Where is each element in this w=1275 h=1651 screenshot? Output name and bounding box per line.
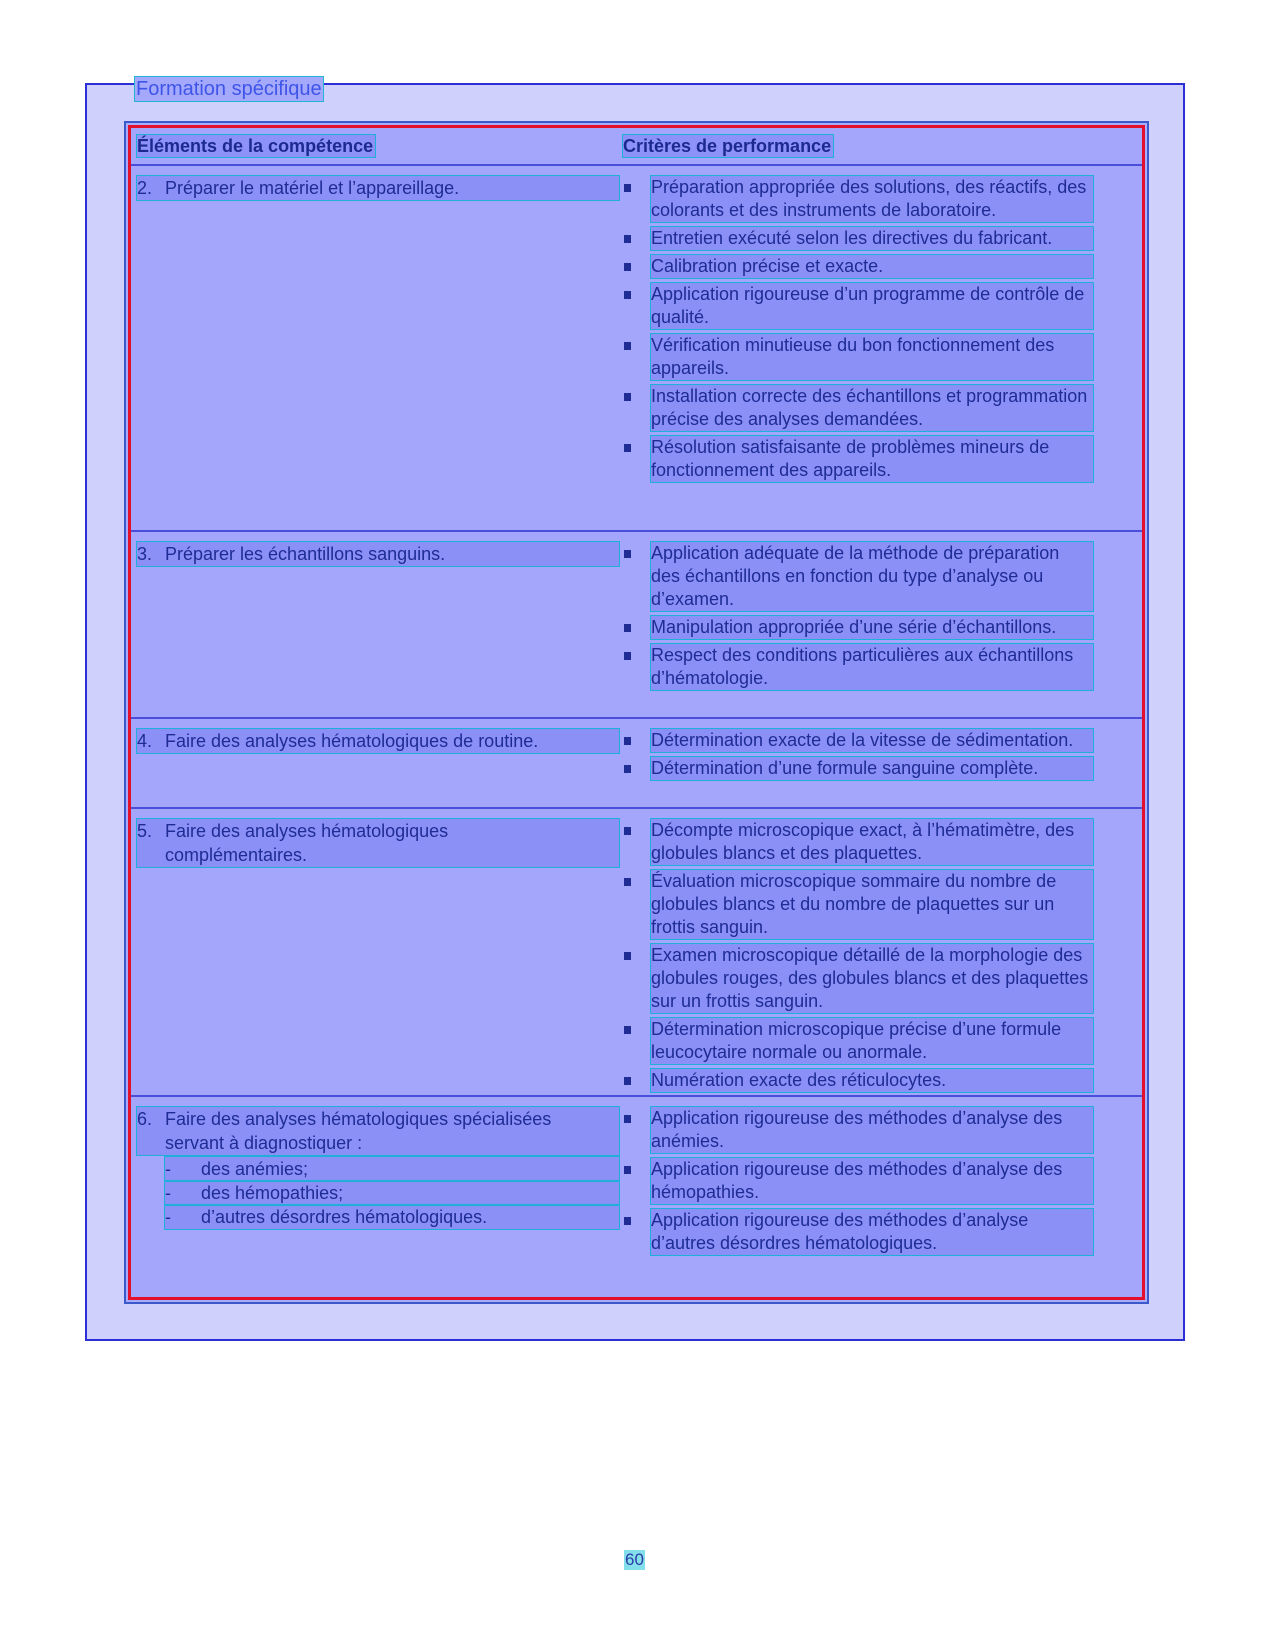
element-number: 6. — [137, 1109, 153, 1129]
criteria-list — [623, 542, 1093, 690]
criterion-text: Application rigoureuse des méthodes d’analyse des hémopathies. — [651, 1158, 1093, 1204]
bullet-icon — [623, 436, 651, 459]
section-title: Formation spécifique — [136, 78, 322, 100]
criterion-item — [623, 385, 1093, 431]
bullet-icon — [623, 542, 651, 565]
bullet-icon — [623, 644, 651, 667]
criterion-item — [623, 944, 1093, 1013]
element-text: Faire des analyses hématologiques spécialisées servant à diagnostiquer : — [165, 1109, 552, 1153]
criterion-text: Respect des conditions particulières aux échantillons d’hématologie. — [651, 644, 1093, 690]
criterion-text: Calibration précise et exacte. — [651, 255, 1093, 278]
criterion-item — [623, 542, 1093, 611]
element-text: Préparer les échantillons sanguins. — [165, 544, 446, 564]
element-number: 3. — [137, 544, 153, 564]
criterion-text: Détermination microscopique précise d’une formule leucocytaire normale ou anormale. — [651, 1018, 1093, 1064]
dash-icon: - — [165, 1207, 171, 1227]
element-item — [137, 729, 619, 753]
criterion-text: Détermination d’une formule sanguine complète. — [651, 757, 1093, 780]
element-item — [137, 819, 619, 867]
criterion-text: Installation correcte des échantillons et programmation précise des analyses demandées. — [651, 385, 1093, 431]
criterion-text: Application rigoureuse des méthodes d’analyse des anémies. — [651, 1107, 1093, 1153]
criterion-item — [623, 729, 1093, 752]
table-row — [131, 166, 1142, 532]
criterion-text: Application adéquate de la méthode de préparation des échantillons en fonction du type d’analyse ou d’examen. — [651, 542, 1093, 611]
bullet-icon — [623, 870, 651, 893]
bullet-icon — [623, 385, 651, 408]
criterion-item — [623, 1209, 1093, 1255]
criterion-text: Décompte microscopique exact, à l’hématimètre, des globules blancs et des plaquettes. — [651, 819, 1093, 865]
column-header-elements: Éléments de la compétence — [137, 136, 374, 156]
bullet-icon — [623, 255, 651, 278]
element-number: 5. — [137, 821, 153, 841]
element-sublist — [137, 1157, 637, 1229]
element-item — [137, 176, 619, 200]
bullet-icon — [623, 283, 651, 306]
criterion-text: Résolution satisfaisante de problèmes mineurs de fonctionnement des appareils. — [651, 436, 1093, 482]
criterion-item — [623, 616, 1093, 639]
criterion-item — [623, 819, 1093, 865]
bullet-icon — [623, 819, 651, 842]
criteria-list — [623, 1107, 1093, 1255]
bullet-icon — [623, 1069, 651, 1092]
bullet-icon — [623, 616, 651, 639]
dash-icon: - — [165, 1159, 171, 1179]
bullet-icon — [623, 1018, 651, 1041]
column-header-criteria: Critères de performance — [623, 136, 832, 156]
dash-icon: - — [165, 1183, 171, 1203]
table-header-row — [131, 128, 1142, 166]
competence-table-body — [128, 125, 1145, 1300]
criterion-item — [623, 227, 1093, 250]
bullet-icon — [623, 944, 651, 967]
criterion-text: Examen microscopique détaillé de la morphologie des globules rouges, des globules blancs et des plaquettes sur un frottis sanguin. — [651, 944, 1093, 1013]
criterion-item — [623, 334, 1093, 380]
sublist-item — [165, 1205, 619, 1229]
criterion-item — [623, 1069, 1093, 1092]
criterion-text: Application rigoureuse d’un programme de contrôle de qualité. — [651, 283, 1093, 329]
criterion-text: Entretien exécuté selon les directives du fabricant. — [651, 227, 1093, 250]
element-number: 4. — [137, 731, 153, 751]
criterion-item — [623, 255, 1093, 278]
criterion-item — [623, 1158, 1093, 1204]
document-panel — [85, 78, 1185, 1341]
criterion-text: Détermination exacte de la vitesse de sédimentation. — [651, 729, 1093, 752]
criterion-item — [623, 1107, 1093, 1153]
criterion-item — [623, 870, 1093, 939]
bullet-icon — [623, 1209, 651, 1232]
criterion-text: Numération exacte des réticulocytes. — [651, 1069, 1093, 1092]
element-text: Préparer le matériel et l’appareillage. — [165, 178, 460, 198]
element-item — [137, 542, 619, 566]
criterion-text: Manipulation appropriée d’une série d’échantillons. — [651, 616, 1093, 639]
criterion-item — [623, 644, 1093, 690]
criterion-text: Évaluation microscopique sommaire du nombre de globules blancs et du nombre de plaquettes sur un frottis sanguin. — [651, 870, 1093, 939]
table-row — [131, 532, 1142, 719]
bullet-icon — [623, 1107, 651, 1130]
table-row — [131, 719, 1142, 809]
element-number: 2. — [137, 178, 153, 198]
sublist-text: des anémies; — [201, 1159, 309, 1179]
element-text: Faire des analyses hématologiques de routine. — [165, 731, 539, 751]
bullet-icon — [623, 1158, 651, 1181]
bullet-icon — [623, 757, 651, 780]
criteria-list — [623, 729, 1093, 780]
sublist-text: d’autres désordres hématologiques. — [201, 1207, 488, 1227]
element-item — [137, 1107, 619, 1155]
criterion-text: Préparation appropriée des solutions, des réactifs, des colorants et des instruments de laboratoire. — [651, 176, 1093, 222]
criteria-list — [623, 176, 1093, 482]
criterion-item — [623, 283, 1093, 329]
criterion-item — [623, 757, 1093, 780]
criteria-list — [623, 819, 1093, 1092]
page-number: 60 — [625, 1550, 644, 1569]
bullet-icon — [623, 227, 651, 250]
criterion-item — [623, 436, 1093, 482]
criterion-item — [623, 1018, 1093, 1064]
criterion-text: Vérification minutieuse du bon fonctionnement des appareils. — [651, 334, 1093, 380]
table-row — [131, 1097, 1142, 1297]
sublist-item — [165, 1157, 619, 1181]
sublist-item — [165, 1181, 619, 1205]
criterion-item — [623, 176, 1093, 222]
criterion-text: Application rigoureuse des méthodes d’analyse d’autres désordres hématologiques. — [651, 1209, 1093, 1255]
sublist-text: des hémopathies; — [201, 1183, 344, 1203]
table-row — [131, 809, 1142, 1097]
competence-table — [124, 121, 1149, 1304]
bullet-icon — [623, 729, 651, 752]
bullet-icon — [623, 334, 651, 357]
element-text: Faire des analyses hématologiques complémentaires. — [165, 821, 449, 865]
bullet-icon — [623, 176, 651, 199]
